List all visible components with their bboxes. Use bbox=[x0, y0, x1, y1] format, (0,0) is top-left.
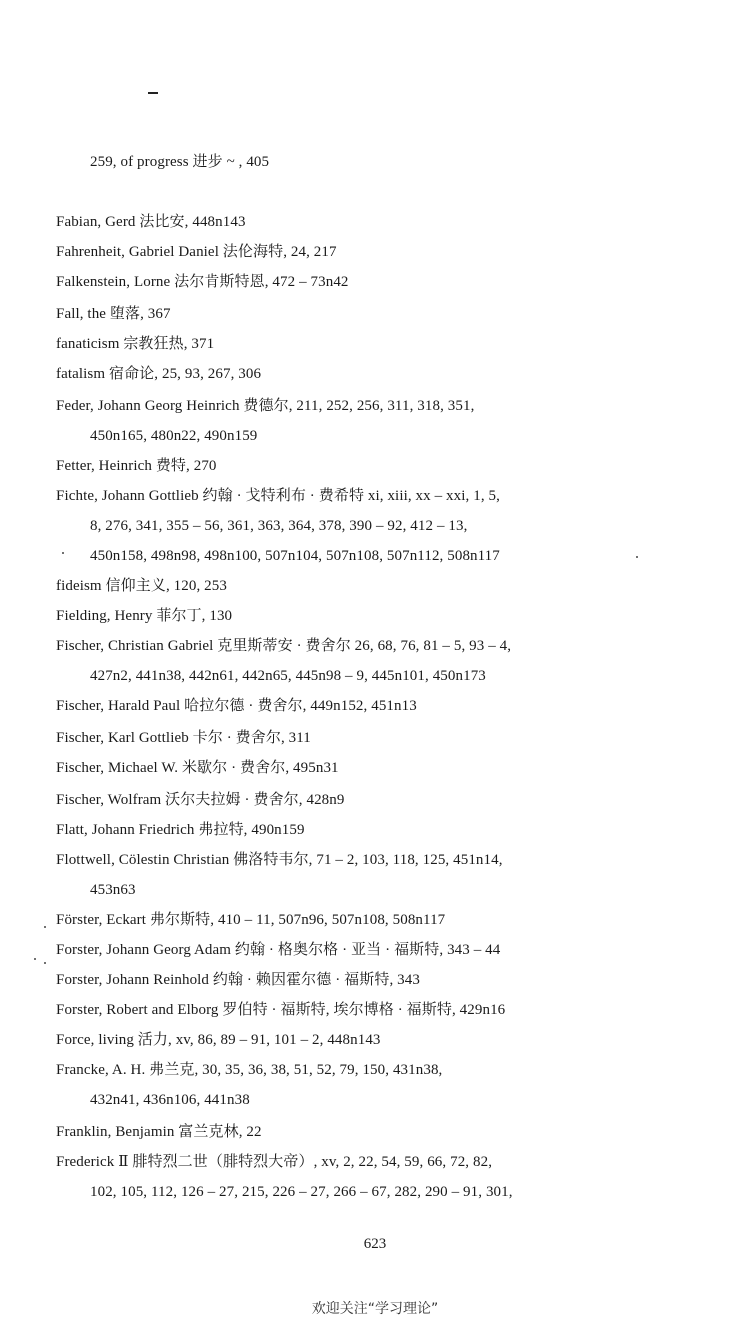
footer-text: 欢迎关注“学习理论” bbox=[311, 1301, 439, 1317]
scan-speck bbox=[44, 926, 46, 928]
stray-mark bbox=[148, 92, 158, 94]
index-entry: Fischer, Michael W. 米歇尔 · 费舍尔, 495n31 bbox=[56, 760, 339, 776]
index-entry: Fahrenheit, Gabriel Daniel 法伦海特, 24, 217 bbox=[56, 244, 337, 260]
index-entry: fanaticism 宗教狂热, 371 bbox=[56, 336, 215, 352]
index-entry: Frederick Ⅱ 腓特烈二世（腓特烈大帝）, xv, 2, 22, 54, 59, 66, 72, 82, bbox=[56, 1154, 493, 1170]
scan-speck bbox=[636, 556, 638, 558]
index-entry: Fischer, Christian Gabriel 克里斯蒂安 · 费舍尔 26, 68, 76, 81 – 5, 93 – 4, bbox=[56, 638, 512, 654]
index-entry: Förster, Eckart 弗尔斯特, 410 – 11, 507n96, 507n108, 508n117 bbox=[56, 912, 446, 928]
index-entry: Fabian, Gerd 法比安, 448n143 bbox=[56, 214, 246, 230]
scan-speck bbox=[34, 958, 36, 960]
index-entry: Fischer, Wolfram 沃尔夫拉姆 · 费舍尔, 428n9 bbox=[56, 792, 345, 808]
index-entry: Forster, Johann Georg Adam 约翰 · 格奥尔格 · 亚当 · 福斯特, 343 – 44 bbox=[56, 942, 501, 958]
index-entry-continuation: 8, 276, 341, 355 – 56, 361, 363, 364, 378, 390 – 92, 412 – 13, bbox=[90, 518, 468, 534]
index-entry: Fetter, Heinrich 费特, 270 bbox=[56, 458, 217, 474]
page-number: 623 bbox=[363, 1236, 387, 1252]
index-entry: Franklin, Benjamin 富兰克林, 22 bbox=[56, 1124, 262, 1140]
index-entry-continuation: 432n41, 436n106, 441n38 bbox=[90, 1092, 250, 1108]
index-entry: Flottwell, Cölestin Christian 佛洛特韦尔, 71 – 2, 103, 118, 125, 451n14, bbox=[56, 852, 503, 868]
index-entry: Fischer, Harald Paul 哈拉尔德 · 费舍尔, 449n152, 451n13 bbox=[56, 698, 417, 714]
index-entry: Forster, Robert and Elborg 罗伯特 · 福斯特, 埃尔博格 · 福斯特, 429n16 bbox=[56, 1002, 506, 1018]
index-entry: Fichte, Johann Gottlieb 约翰 · 戈特利布 · 费希特 xi, xiii, xx – xxi, 1, 5, bbox=[56, 488, 500, 504]
index-entry: fideism 信仰主义, 120, 253 bbox=[56, 578, 227, 594]
index-entry: Fall, the 堕落, 367 bbox=[56, 306, 171, 322]
index-entry-continuation: 450n158, 498n98, 498n100, 507n104, 507n108, 507n112, 508n117 bbox=[90, 548, 500, 564]
index-entry-continuation: 427n2, 441n38, 442n61, 442n65, 445n98 – 9, 445n101, 450n173 bbox=[90, 668, 486, 684]
index-entry: Falkenstein, Lorne 法尔肯斯特恩, 472 – 73n42 bbox=[56, 274, 349, 290]
index-entry: Feder, Johann Georg Heinrich 费德尔, 211, 252, 256, 311, 318, 351, bbox=[56, 398, 475, 414]
index-entry: Fielding, Henry 菲尔丁, 130 bbox=[56, 608, 233, 624]
index-entry: Force, living 活力, xv, 86, 89 – 91, 101 – 2, 448n143 bbox=[56, 1032, 381, 1048]
index-entry-continuation: 453n63 bbox=[90, 882, 136, 898]
scan-speck bbox=[62, 552, 64, 554]
index-entry: Fischer, Karl Gottlieb 卡尔 · 费舍尔, 311 bbox=[56, 730, 311, 746]
index-entry: fatalism 宿命论, 25, 93, 267, 306 bbox=[56, 366, 262, 382]
index-entry: Flatt, Johann Friedrich 弗拉特, 490n159 bbox=[56, 822, 305, 838]
index-entry: Forster, Johann Reinhold 约翰 · 赖因霍尔德 · 福斯特, 343 bbox=[56, 972, 420, 988]
scan-speck bbox=[44, 962, 46, 964]
index-entry: Francke, A. H. 弗兰克, 30, 35, 36, 38, 51, 52, 79, 150, 431n38, bbox=[56, 1062, 443, 1078]
index-entry: 259, of progress 进步 ~ , 405 bbox=[90, 154, 270, 170]
index-entry-continuation: 450n165, 480n22, 490n159 bbox=[90, 428, 258, 444]
index-entry-continuation: 102, 105, 112, 126 – 27, 215, 226 – 27, 266 – 67, 282, 290 – 91, 301, bbox=[90, 1184, 513, 1200]
